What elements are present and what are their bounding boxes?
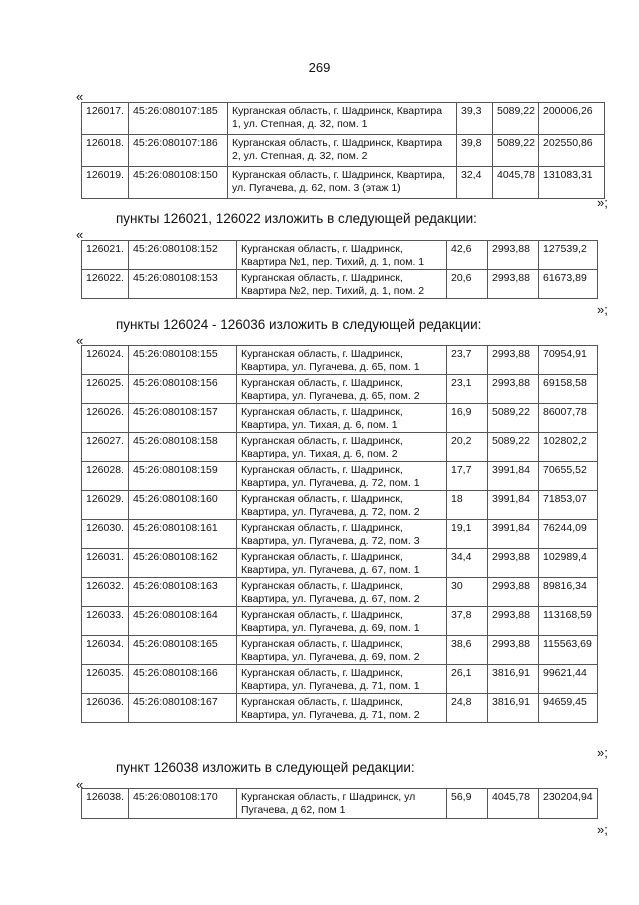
- cadastral-number-cell: 45:26:080108:162: [129, 549, 237, 578]
- total-value-cell: 94659,45: [539, 694, 598, 723]
- instruction-text: пункты 126021, 126022 изложить в следующей редакции:: [116, 211, 477, 226]
- table-row: [82, 103, 605, 135]
- row-number-cell: 126017.: [82, 103, 129, 135]
- total-value-cell: 102989,4: [539, 549, 598, 578]
- address-cell: Курганская область, г. Шадринск, Квартира, ул. Пугачева, д. 65, пом. 2: [237, 375, 447, 404]
- row-number-cell: 126021.: [82, 241, 129, 270]
- address-cell: Курганская область, г. Шадринск, Квартира, ул. Пугачева, д. 65, пом. 1: [237, 346, 447, 375]
- property-table-3: [81, 345, 598, 723]
- row-number-cell: 126025.: [82, 375, 129, 404]
- property-table-1: [81, 102, 605, 199]
- row-number-cell: 126034.: [82, 636, 129, 665]
- total-value-cell: 86007,78: [539, 404, 598, 433]
- address-cell: Курганская область, г. Шадринск, Квартира 1, ул. Степная, д. 32, пом. 1: [228, 103, 457, 135]
- open-quote: «: [76, 777, 84, 792]
- total-value-cell: 61673,89: [539, 270, 598, 299]
- open-quote: «: [76, 333, 84, 348]
- unit-price-cell: 2993,88: [488, 346, 539, 375]
- row-number-cell: 126022.: [82, 270, 129, 299]
- unit-price-cell: 2993,88: [488, 578, 539, 607]
- area-cell: 16,9: [447, 404, 488, 433]
- row-number-cell: 126028.: [82, 462, 129, 491]
- total-value-cell: 200006,26: [539, 103, 605, 135]
- cadastral-number-cell: 45:26:080108:157: [129, 404, 237, 433]
- cadastral-number-cell: 45:26:080108:155: [129, 346, 237, 375]
- area-cell: 23,1: [447, 375, 488, 404]
- cadastral-number-cell: 45:26:080107:186: [129, 135, 228, 167]
- table-row: [82, 433, 598, 462]
- unit-price-cell: 3991,84: [488, 462, 539, 491]
- area-cell: 56,9: [447, 789, 488, 819]
- address-cell: Курганская область, г. Шадринск, Квартира, ул. Пугачева, д. 62, пом. 3 (этаж 1): [228, 167, 457, 199]
- table-row: [82, 375, 598, 404]
- table-row: [82, 549, 598, 578]
- area-cell: 18: [447, 491, 488, 520]
- area-cell: 38,6: [447, 636, 488, 665]
- address-cell: Курганская область, г. Шадринск, Квартира, ул. Пугачева, д. 67, пом. 1: [237, 549, 447, 578]
- row-number-cell: 126035.: [82, 665, 129, 694]
- unit-price-cell: 5089,22: [493, 103, 539, 135]
- table-row: [82, 135, 605, 167]
- table-row: [82, 607, 598, 636]
- unit-price-cell: 3991,84: [488, 520, 539, 549]
- row-number-cell: 126019.: [82, 167, 129, 199]
- area-cell: 24,8: [447, 694, 488, 723]
- close-quote: »;: [597, 745, 608, 760]
- row-number-cell: 126024.: [82, 346, 129, 375]
- row-number-cell: 126029.: [82, 491, 129, 520]
- page-number: 269: [308, 60, 331, 75]
- cadastral-number-cell: 45:26:080107:185: [129, 103, 228, 135]
- area-cell: 39,8: [457, 135, 493, 167]
- unit-price-cell: 2993,88: [488, 636, 539, 665]
- instruction-text: пункты 126024 - 126036 изложить в следующей редакции:: [116, 317, 482, 332]
- table-row: [82, 270, 598, 299]
- total-value-cell: 76244,09: [539, 520, 598, 549]
- area-cell: 39,3: [457, 103, 493, 135]
- property-table-4: [81, 788, 598, 819]
- row-number-cell: 126030.: [82, 520, 129, 549]
- table-row: [82, 462, 598, 491]
- table-row: [82, 578, 598, 607]
- total-value-cell: 131083,31: [539, 167, 605, 199]
- table-row: [82, 694, 598, 723]
- row-number-cell: 126031.: [82, 549, 129, 578]
- area-cell: 23,7: [447, 346, 488, 375]
- table-row: [82, 241, 598, 270]
- total-value-cell: 71853,07: [539, 491, 598, 520]
- area-cell: 30: [447, 578, 488, 607]
- address-cell: Курганская область, г. Шадринск, Квартира №2, пер. Тихий, д. 1, пом. 2: [237, 270, 447, 299]
- table-row: [82, 665, 598, 694]
- total-value-cell: 202550,86: [539, 135, 605, 167]
- area-cell: 20,6: [447, 270, 488, 299]
- total-value-cell: 89816,34: [539, 578, 598, 607]
- row-number-cell: 126018.: [82, 135, 129, 167]
- row-number-cell: 126026.: [82, 404, 129, 433]
- row-number-cell: 126036.: [82, 694, 129, 723]
- table-row: [82, 491, 598, 520]
- unit-price-cell: 2993,88: [488, 270, 539, 299]
- table-row: [82, 167, 605, 199]
- area-cell: 19,1: [447, 520, 488, 549]
- cadastral-number-cell: 45:26:080108:159: [129, 462, 237, 491]
- address-cell: Курганская область, г. Шадринск, Квартира 2, ул. Степная, д. 32, пом. 2: [228, 135, 457, 167]
- unit-price-cell: 4045,78: [493, 167, 539, 199]
- cadastral-number-cell: 45:26:080108:163: [129, 578, 237, 607]
- address-cell: Курганская область, г. Шадринск, Квартира, ул. Пугачева, д. 71, пом. 2: [237, 694, 447, 723]
- total-value-cell: 70954,91: [539, 346, 598, 375]
- total-value-cell: 99621,44: [539, 665, 598, 694]
- unit-price-cell: 5089,22: [493, 135, 539, 167]
- unit-price-cell: 2993,88: [488, 549, 539, 578]
- instruction-text: пункт 126038 изложить в следующей редакции:: [116, 760, 415, 775]
- cadastral-number-cell: 45:26:080108:170: [129, 789, 237, 819]
- table-row: [82, 346, 598, 375]
- area-cell: 17,7: [447, 462, 488, 491]
- property-table-2: [81, 240, 598, 299]
- cadastral-number-cell: 45:26:080108:153: [129, 270, 237, 299]
- total-value-cell: 127539,2: [539, 241, 598, 270]
- unit-price-cell: 4045,78: [488, 789, 539, 819]
- row-number-cell: 126027.: [82, 433, 129, 462]
- unit-price-cell: 5089,22: [488, 404, 539, 433]
- table-row: [82, 520, 598, 549]
- cadastral-number-cell: 45:26:080108:165: [129, 636, 237, 665]
- area-cell: 34,4: [447, 549, 488, 578]
- cadastral-number-cell: 45:26:080108:150: [129, 167, 228, 199]
- total-value-cell: 115563,69: [539, 636, 598, 665]
- address-cell: Курганская область, г Шадринск, ул Пугачева, д 62, пом 1: [237, 789, 447, 819]
- close-quote: »;: [597, 302, 608, 317]
- row-number-cell: 126033.: [82, 607, 129, 636]
- address-cell: Курганская область, г. Шадринск, Квартира, ул. Пугачева, д. 69, пом. 2: [237, 636, 447, 665]
- address-cell: Курганская область, г. Шадринск, Квартира, ул. Пугачева, д. 71, пом. 1: [237, 665, 447, 694]
- table-row: [82, 404, 598, 433]
- cadastral-number-cell: 45:26:080108:167: [129, 694, 237, 723]
- unit-price-cell: 2993,88: [488, 241, 539, 270]
- unit-price-cell: 2993,88: [488, 607, 539, 636]
- cadastral-number-cell: 45:26:080108:164: [129, 607, 237, 636]
- address-cell: Курганская область, г. Шадринск, Квартира, ул. Пугачева, д. 72, пом. 2: [237, 491, 447, 520]
- close-quote: »;: [597, 822, 608, 837]
- area-cell: 42,6: [447, 241, 488, 270]
- area-cell: 20,2: [447, 433, 488, 462]
- table-row: [82, 636, 598, 665]
- table-row: [82, 789, 598, 819]
- total-value-cell: 230204,94: [539, 789, 598, 819]
- cadastral-number-cell: 45:26:080108:166: [129, 665, 237, 694]
- total-value-cell: 102802,2: [539, 433, 598, 462]
- address-cell: Курганская область, г. Шадринск, Квартира, ул. Тихая, д. 6, пом. 1: [237, 404, 447, 433]
- total-value-cell: 113168,59: [539, 607, 598, 636]
- cadastral-number-cell: 45:26:080108:156: [129, 375, 237, 404]
- open-quote: «: [76, 89, 84, 104]
- address-cell: Курганская область, г. Шадринск, Квартира №1, пер. Тихий, д. 1, пом. 1: [237, 241, 447, 270]
- address-cell: Курганская область, г. Шадринск, Квартира, ул. Пугачева, д. 72, пом. 1: [237, 462, 447, 491]
- unit-price-cell: 3991,84: [488, 491, 539, 520]
- cadastral-number-cell: 45:26:080108:152: [129, 241, 237, 270]
- area-cell: 26,1: [447, 665, 488, 694]
- total-value-cell: 70655,52: [539, 462, 598, 491]
- unit-price-cell: 3816,91: [488, 694, 539, 723]
- unit-price-cell: 2993,88: [488, 375, 539, 404]
- cadastral-number-cell: 45:26:080108:160: [129, 491, 237, 520]
- address-cell: Курганская область, г. Шадринск, Квартира, ул. Пугачева, д. 67, пом. 2: [237, 578, 447, 607]
- unit-price-cell: 5089,22: [488, 433, 539, 462]
- cadastral-number-cell: 45:26:080108:158: [129, 433, 237, 462]
- row-number-cell: 126038.: [82, 789, 129, 819]
- unit-price-cell: 3816,91: [488, 665, 539, 694]
- area-cell: 37,8: [447, 607, 488, 636]
- address-cell: Курганская область, г. Шадринск, Квартира, ул. Пугачева, д. 69, пом. 1: [237, 607, 447, 636]
- total-value-cell: 69158,58: [539, 375, 598, 404]
- area-cell: 32,4: [457, 167, 493, 199]
- close-quote: »;: [597, 195, 608, 210]
- open-quote: «: [76, 227, 84, 242]
- address-cell: Курганская область, г. Шадринск, Квартира, ул. Тихая, д. 6, пом. 2: [237, 433, 447, 462]
- address-cell: Курганская область, г. Шадринск, Квартира, ул. Пугачева, д. 72, пом. 3: [237, 520, 447, 549]
- row-number-cell: 126032.: [82, 578, 129, 607]
- cadastral-number-cell: 45:26:080108:161: [129, 520, 237, 549]
